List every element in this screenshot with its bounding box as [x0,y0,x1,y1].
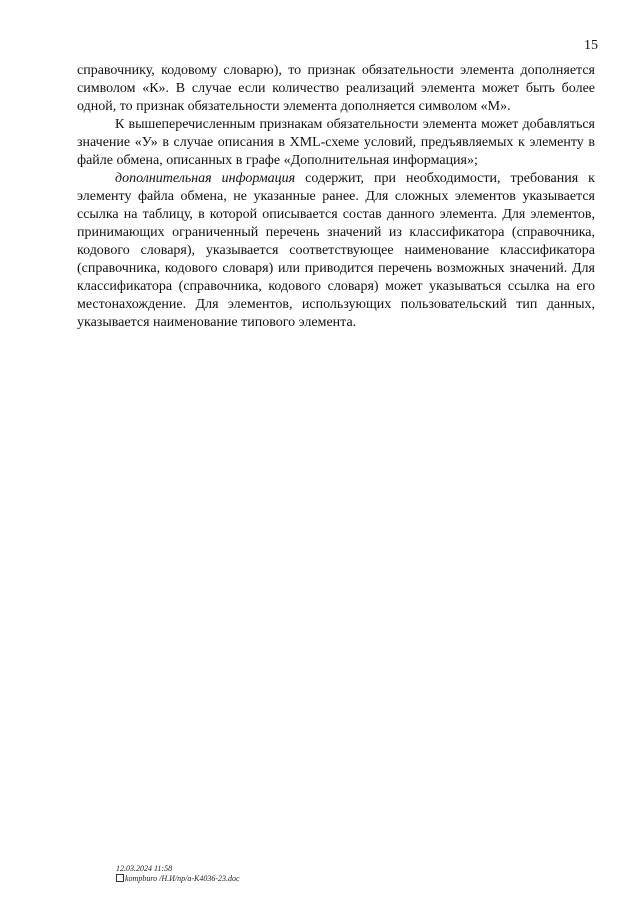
page-number: 15 [584,38,598,53]
footer-file-line [116,874,240,884]
term-additional-info: дополнительная информация [115,171,296,186]
document-body [77,62,595,332]
paragraph-3 [77,170,595,332]
footer-timestamp: 12.03.2024 11:58 [116,864,173,873]
footer-file-path: kompburo /Н.И/пр/а-К4036-23.doc [125,874,240,883]
paragraph-1: справочнику, кодовому словарю), то признак обязательности элемента дополняется символом «К». В случае если количество реализаций элемента может быть более одной, то признак обязательности элемента дополняется символом «М». [77,63,595,114]
paragraph-2: К вышеперечисленным признакам обязательности элемента может добавляться значение «У» в случае описания в XML-схеме условий, предъявляемых к элементу в файле обмена, описанных в графе «Дополнительная информация»; [77,117,595,168]
paragraph-3-text: содержит, при необходимости, требования к элементу файла обмена, не указанные ранее. Для сложных элементов указывается ссылка на таблицу, в которой описывается состав данного элемента. Для элементов, принимающих ограниченный перечень значений из классификатора (справочника, кодового словаря), указывается соответствующее наименование классификатора (справочника, кодового словаря) или приводится перечень возможных значений. Для классификатора (справочника, кодового словаря) может указываться ссылка на его местонахождение. Для элементов, использующих пользовательский тип данных, указывается наименование типового элемента. [77,171,595,330]
footer [116,864,240,884]
document-icon [116,874,124,882]
